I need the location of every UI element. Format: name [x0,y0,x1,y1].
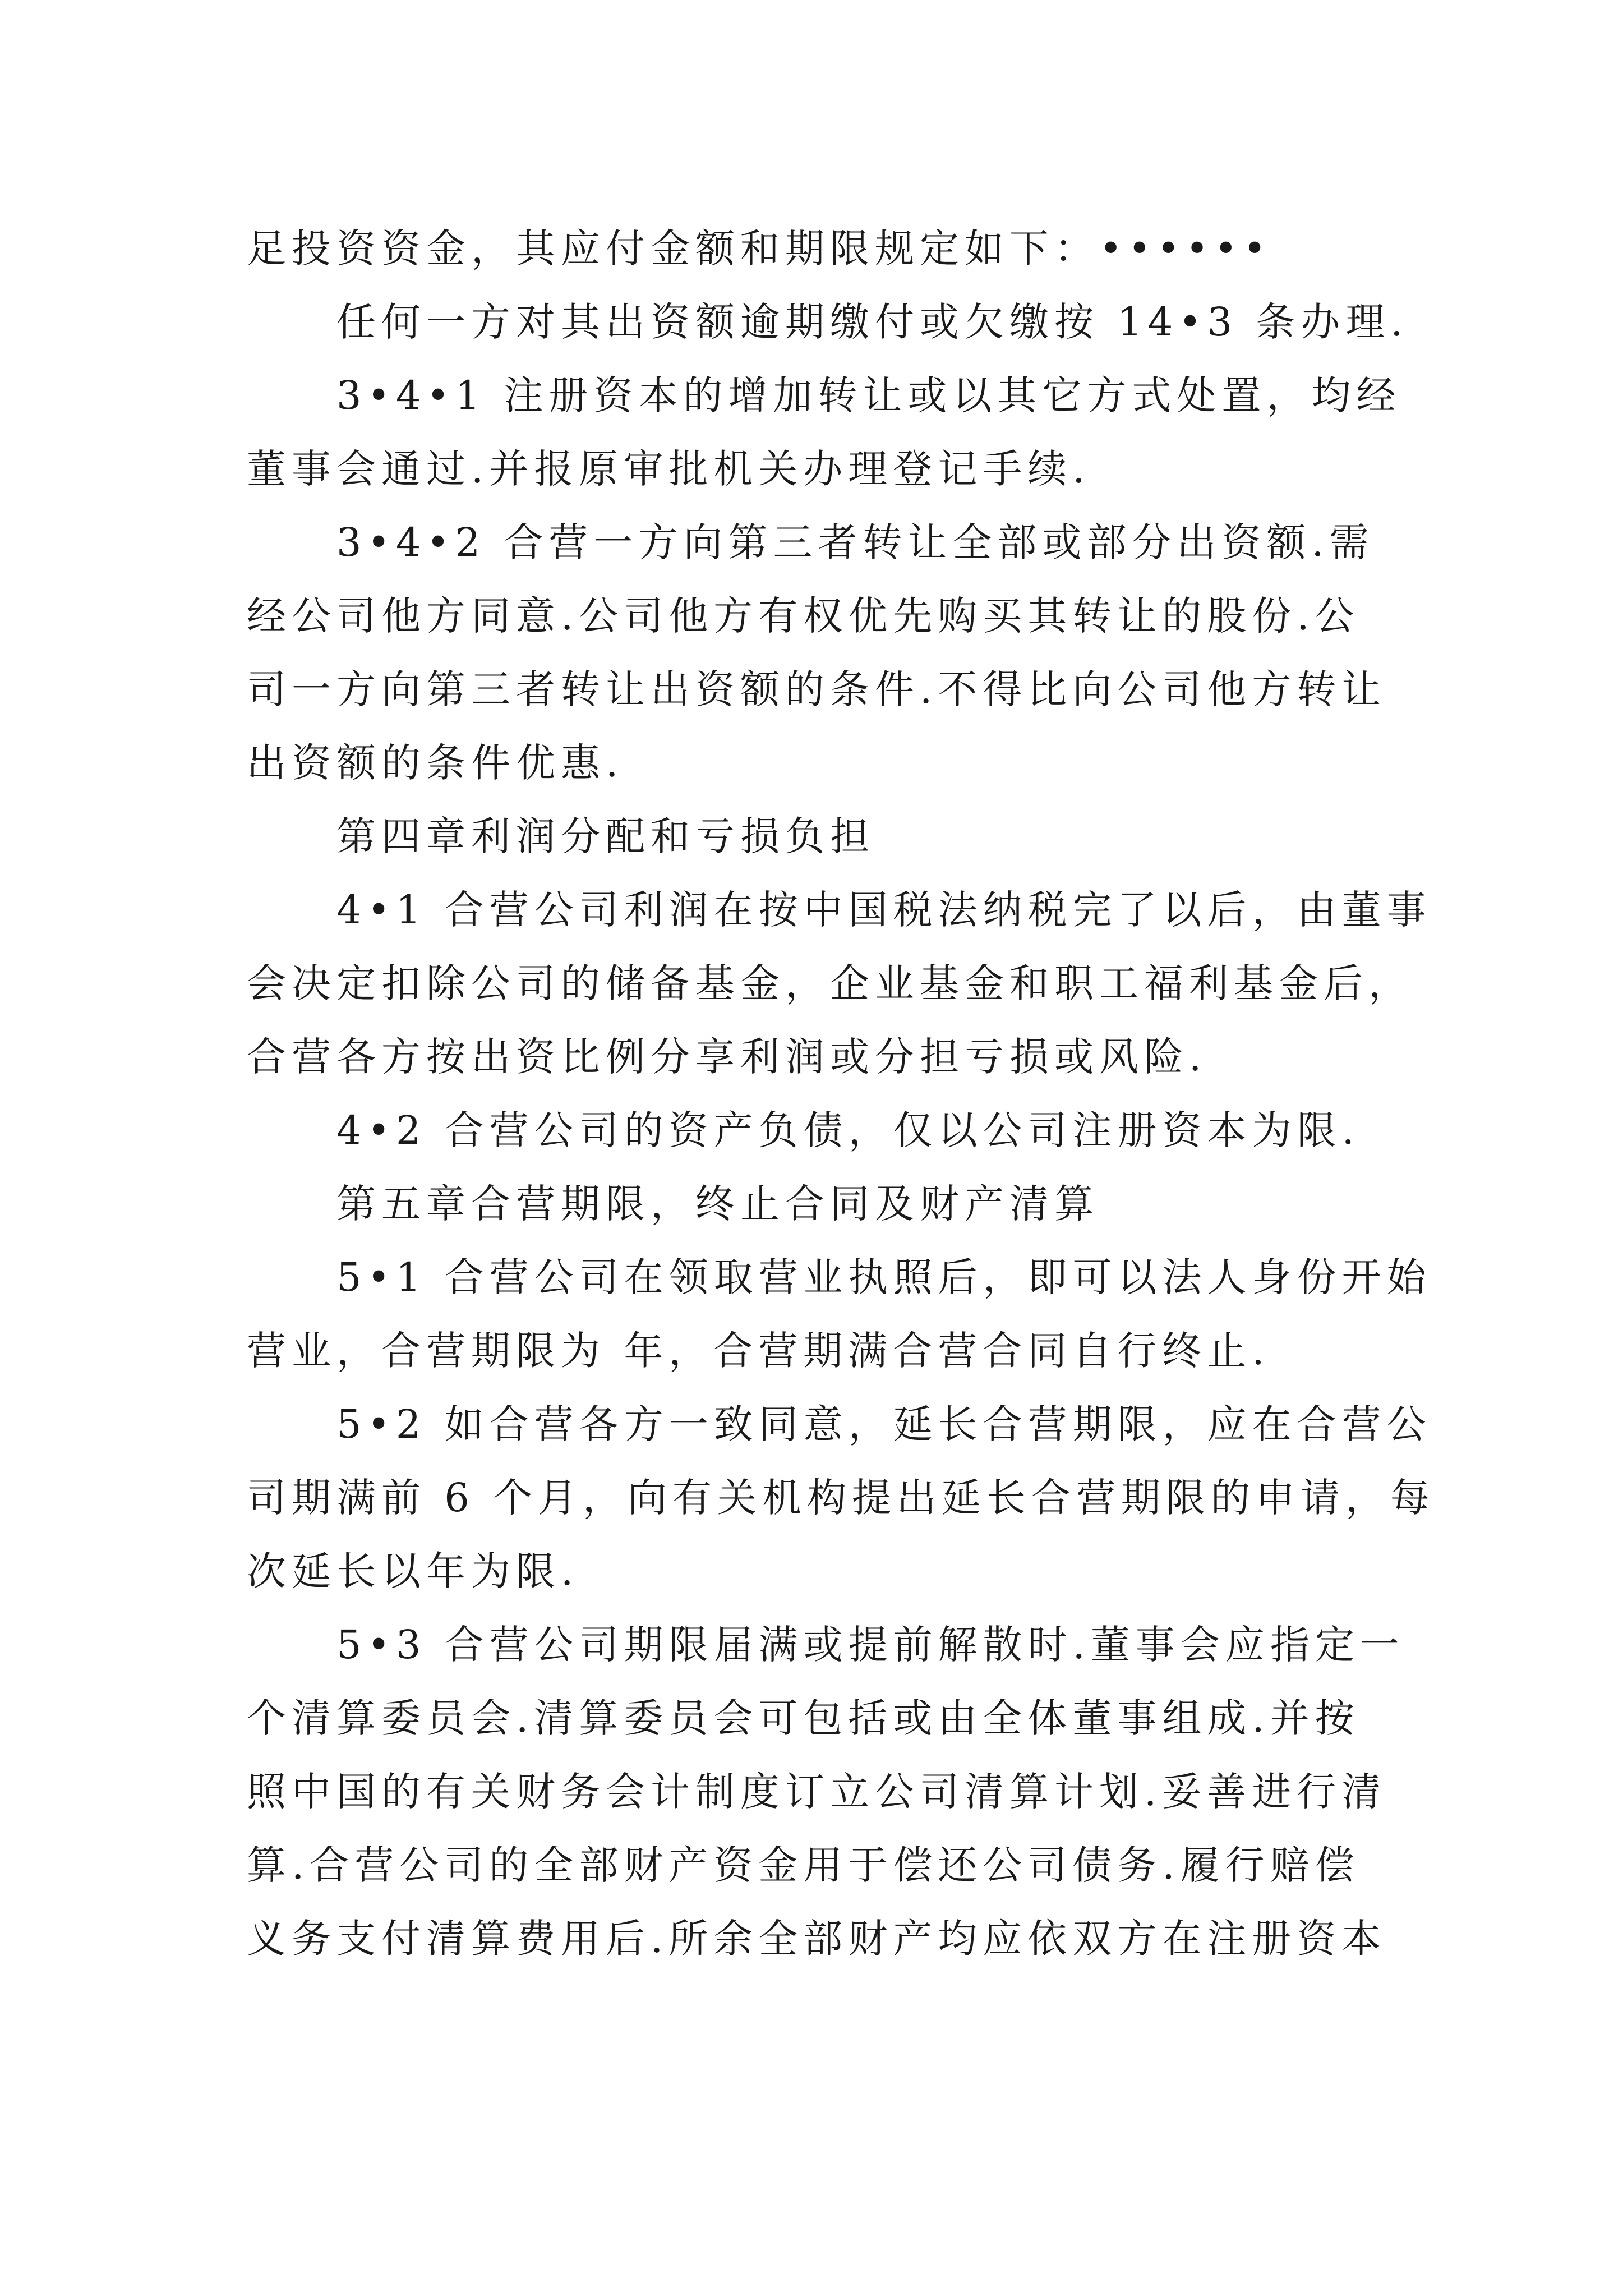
text-line: 3•4•2 合营一方向第三者转让全部或部分出资额.需 [336,519,1375,565]
text-line: 5•2 如合营各方一致同意，延长合营期限，应在合营公 [336,1401,1432,1447]
text-line: 算.合营公司的全部财产资金用于偿还公司债务.履行赔偿 [247,1842,1360,1888]
chapter-heading: 第四章利润分配和亏损负担 [336,813,875,859]
text-line: 4•1 合营公司利润在按中国税法纳税完了以后，由董事 [336,887,1432,933]
text-line: 足投资资金，其应付金额和期限规定如下：•••••• [247,226,1272,272]
text-line: 5•3 合营公司期限届满或提前解散时.董事会应指定一 [336,1622,1405,1668]
chapter-heading: 第五章合营期限，终止合同及财产清算 [336,1181,1099,1227]
document-body [247,212,1436,1976]
text-line: 次延长以年为限. [247,1548,579,1594]
text-line: 照中国的有关财务会计制度订立公司清算计划.妥善进行清 [247,1769,1387,1815]
text-line: 4•2 合营公司的资产负债，仅以公司注册资本为限. [336,1107,1360,1153]
text-line: 3•4•1 注册资本的增加转让或以其它方式处置，均经 [336,372,1401,418]
text-line: 董事会通过.并报原审批机关办理登记手续. [247,446,1091,492]
text-line: 个清算委员会.清算委员会可包括或由全体董事组成.并按 [247,1695,1360,1741]
text-line: 会决定扣除公司的储备基金，企业基金和职工福利基金后， [247,960,1413,1006]
text-line: 任何一方对其出资额逾期缴付或欠缴按 14•3 条办理. [336,299,1409,345]
text-line: 经公司他方同意.公司他方有权优先购买其转让的股份.公 [247,593,1360,639]
text-line: 司一方向第三者转让出资额的条件.不得比向公司他方转让 [247,666,1387,712]
text-line: 出资额的条件优惠. [247,740,624,786]
text-line: 营业，合营期限为 年，合营期满合营合同自行终止. [247,1328,1270,1374]
text-line: 5•1 合营公司在领取营业执照后，即可以法人身份开始 [336,1254,1432,1300]
text-line: 合营各方按出资比例分享利润或分担亏损或风险. [247,1034,1207,1080]
text-line: 司期满前 6 个月，向有关机构提出延长合营期限的申请，每 [247,1475,1436,1521]
text-line: 义务支付清算费用后.所余全部财产均应依双方在注册资本 [247,1916,1387,1962]
